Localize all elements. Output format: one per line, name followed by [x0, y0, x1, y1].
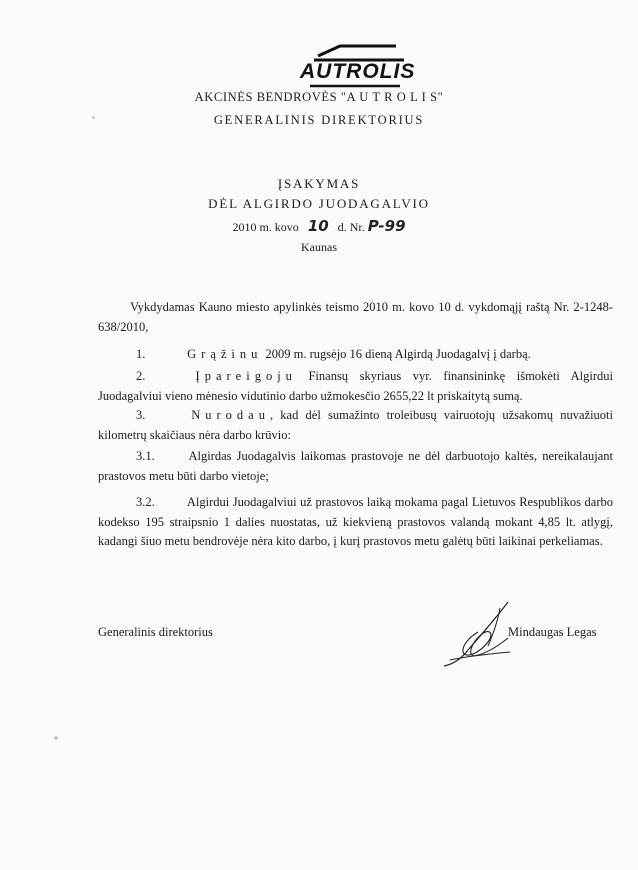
- document-type: ĮSAKYMAS: [277, 176, 361, 191]
- item-number: 3.1.: [136, 449, 155, 463]
- handwritten-number: P-99: [367, 217, 406, 235]
- item-text: 2009 m. rugsėjo 16 dieną Algirdą Juodagalvį į darbą.: [265, 347, 531, 361]
- item-number: 3.: [136, 408, 146, 422]
- item-text: Finansų skyriaus vyr. finansininkę išmokėti Algirdui Juodagalviui vieno mėnesio vidutinio darbo užmokesčio 2655,22 lt priskaitytą sumą.: [98, 369, 614, 403]
- date-prefix: 2010 m. kovo: [232, 220, 299, 234]
- order-item-3-2: [98, 493, 613, 552]
- date-number-line: [0, 217, 638, 235]
- signer-position: Generalinis direktorius: [98, 625, 213, 639]
- logo-wordmark: AUTROLIS: [300, 60, 416, 83]
- item-verb: Nurodau: [191, 408, 270, 422]
- scan-speck: [54, 736, 58, 740]
- item-text: , kad dėl sumažinto troleibusų vairuotojų užsakomų nuvažiuoti kilometrų skaičiaus nėra darbo krūvio:: [98, 408, 613, 442]
- number-prefix: d. Nr.: [337, 220, 365, 234]
- document-subject: DĖL ALGIRDO JUODAGALVIO: [208, 196, 430, 211]
- handwritten-day: 10: [307, 217, 329, 235]
- company-logo: [300, 42, 416, 90]
- signer-name: Mindaugas Legas: [508, 625, 597, 639]
- order-item-3: [98, 406, 613, 445]
- item-number: 3.2.: [136, 495, 155, 509]
- order-item-2: [98, 367, 613, 406]
- order-item-1: [98, 345, 613, 365]
- company-name: AKCINĖS BENDROVĖS "A U T R O L I S": [194, 90, 444, 104]
- handwritten-signature: [438, 598, 518, 668]
- item-number: 1.: [136, 347, 146, 361]
- item-text: Algirdas Juodagalvis laikomas prastovoje ne dėl darbuotojo kaltės, nereikalaujant prastovos metu būti darbo vietoje;: [98, 449, 613, 483]
- item-verb: Grąžinu: [187, 347, 263, 361]
- scan-speck: [92, 116, 95, 119]
- document-place: Kaunas: [301, 240, 337, 254]
- order-item-3-1: [98, 447, 613, 486]
- intro-paragraph: Vykdydamas Kauno miesto apylinkės teismo 2010 m. kovo 10 d. vykdomąjį raštą Nr. 2-1248-638/2010,: [98, 300, 613, 334]
- item-text: Algirdui Juodagalviui už prastovos laiką mokama pagal Lietuvos Respublikos darbo kodekso 195 straipsnio 1 dalies nuostatas, už kiekvieną prastovos valandą mokant 4,85 lt. atlygį, kadangi šiuo metu bendrovėje nėra kito darbo, į kurį prastovos metu galėtų būti laikinai perkeliamas.: [98, 495, 613, 548]
- issuer-position: GENERALINIS DIREKTORIUS: [213, 113, 425, 127]
- item-verb: Įpareigoju: [195, 369, 297, 383]
- item-number: 2.: [136, 369, 146, 383]
